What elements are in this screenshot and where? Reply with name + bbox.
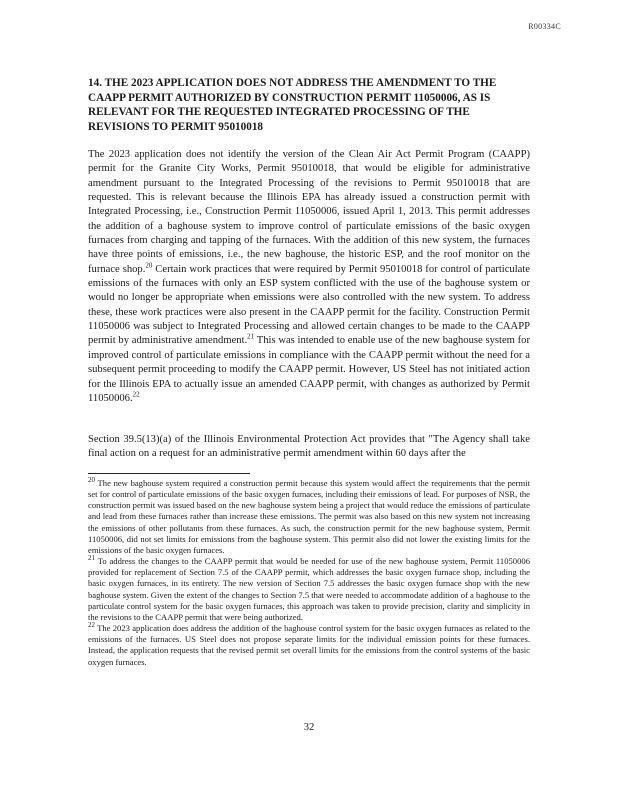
- footnote-ref-20: 20: [145, 261, 153, 270]
- footnote-number: 22: [88, 621, 95, 630]
- footnote-20: [88, 478, 530, 556]
- footnote-text: The new baghouse system required a construction permit because this system would affect the requirements that the permit set for control of particulate emissions of the basic oxygen furnaces, including their emissions of lead. For purposes of NSR, the construction permit was issued based on the new baghouse system being a project that would reduce the emissions of particulate and lead from these furnaces rather than increase these emissions. The permit was also based on this new system not increasing the emissions of other pollutants from these furnaces. As such, the construction permit for the new baghouse system, Permit 11050006, did not set limits for emissions from the baghouse system. This permit also did not lower the existing limits for the emissions of the basic oxygen furnaces.: [88, 478, 530, 555]
- page-number: 32: [303, 722, 315, 733]
- footnote-text: To address the changes to the CAAPP permit that would be needed for use of the new baghouse system, Permit 11050006 provided for replacement of Section 7.5 of the CAAPP permit, which addresses the basic oxygen furnace shop, including the basic oxygen furnaces, in its entirety. The new version of Section 7.5 addresses the basic oxygen furnace shop with the new baghouse system. Given the extent of the changes to Section 7.5 that were needed to accommodate addition of a baghouse to the particulate control system for the basic oxygen furnaces, this approach was taken to provide precision, clarity and simplicity in the revisions to the CAAPP permit that were being authorized.: [88, 556, 530, 622]
- paragraph-1-text-b: Certain work practices that were required by Permit 95010018 for control of particulate emissions of the furnaces with only an ESP system conflicted with the use of the baghouse system or would no longer be appropriate when emissions were also controlled with the new system. To address these, these work practices were also present in the CAAPP permit for the facility. Construction Permit 11050006 was subject to Integrated Processing and allowed certain changes to be made to the CAAPP permit by administrative amendment.: [88, 263, 530, 347]
- paragraph-1-text-c: This was intended to enable use of the new baghouse system for improved control of particulate emissions in compliance with the CAAPP permit without the need for a subsequent permit proceeding to modify the CAAPP permit. However, US Steel has not initiated action for the Illinois EPA to actually issue an amended CAAPP permit, with changes as authorized by Permit 11050006.: [88, 335, 530, 404]
- section-heading: 14. THE 2023 APPLICATION DOES NOT ADDRESS THE AMENDMENT TO THE CAAPP PERMIT AUTHORIZED BY CONSTRUCTION PERMIT 11050006, AS IS RELEVANT FOR THE REQUESTED INTEGRATED PROCESSING OF THE REVISIONS TO PERMIT 95010018: [88, 77, 497, 133]
- footnote-number: 21: [88, 554, 95, 563]
- footnote-separator: [88, 473, 250, 474]
- footnote-ref-22: 22: [132, 390, 140, 399]
- footnote-22: [88, 623, 530, 668]
- footnote-text: The 2023 application does address the addition of the baghouse control system for the basic oxygen furnaces as related to the emissions of the furnaces. US Steel does not propose separate limits for the individual emission points for these furnaces. Instead, the application requests that the revised permit set overall limits for the emissions from the control systems of the basic oxygen furnaces.: [88, 623, 531, 667]
- footnotes: [88, 478, 530, 668]
- footnote-number: 20: [88, 476, 95, 485]
- body-paragraph-2: Section 39.5(13)(a) of the Illinois Environmental Protection Act provides that "The Agency shall take final action on a request for an administrative permit amendment within 60 days after the: [88, 434, 530, 460]
- paragraph-1-text-a: The 2023 application does not identify the version of the Clean Air Act Permit Program (CAAPP) permit for the Granite City Works, Permit 95010018, that would be eligible for administrative amendment pursuant to the Integrated Processing of the revisions to Permit 95010018 that are requested. This is relevant because the Illinois EPA has already issued a construction permit with Integrated Processing, i.e., Construction Permit 11050006, issued April 1, 2013. This permit addresses the addition of a baghouse system to improve control of particulate emissions of the basic oxygen furnaces from charging and tapping of the furnaces. With the addition of this new system, the furnaces have three points of emissions, i.e., the new baghouse, the historic ESP, and the roof monitor on the furnace shop.: [88, 149, 530, 275]
- bates-number: R00334C: [528, 22, 561, 31]
- footnote-21: [88, 556, 530, 623]
- footnote-ref-21: 21: [247, 332, 255, 341]
- body-paragraph-1: [88, 148, 530, 406]
